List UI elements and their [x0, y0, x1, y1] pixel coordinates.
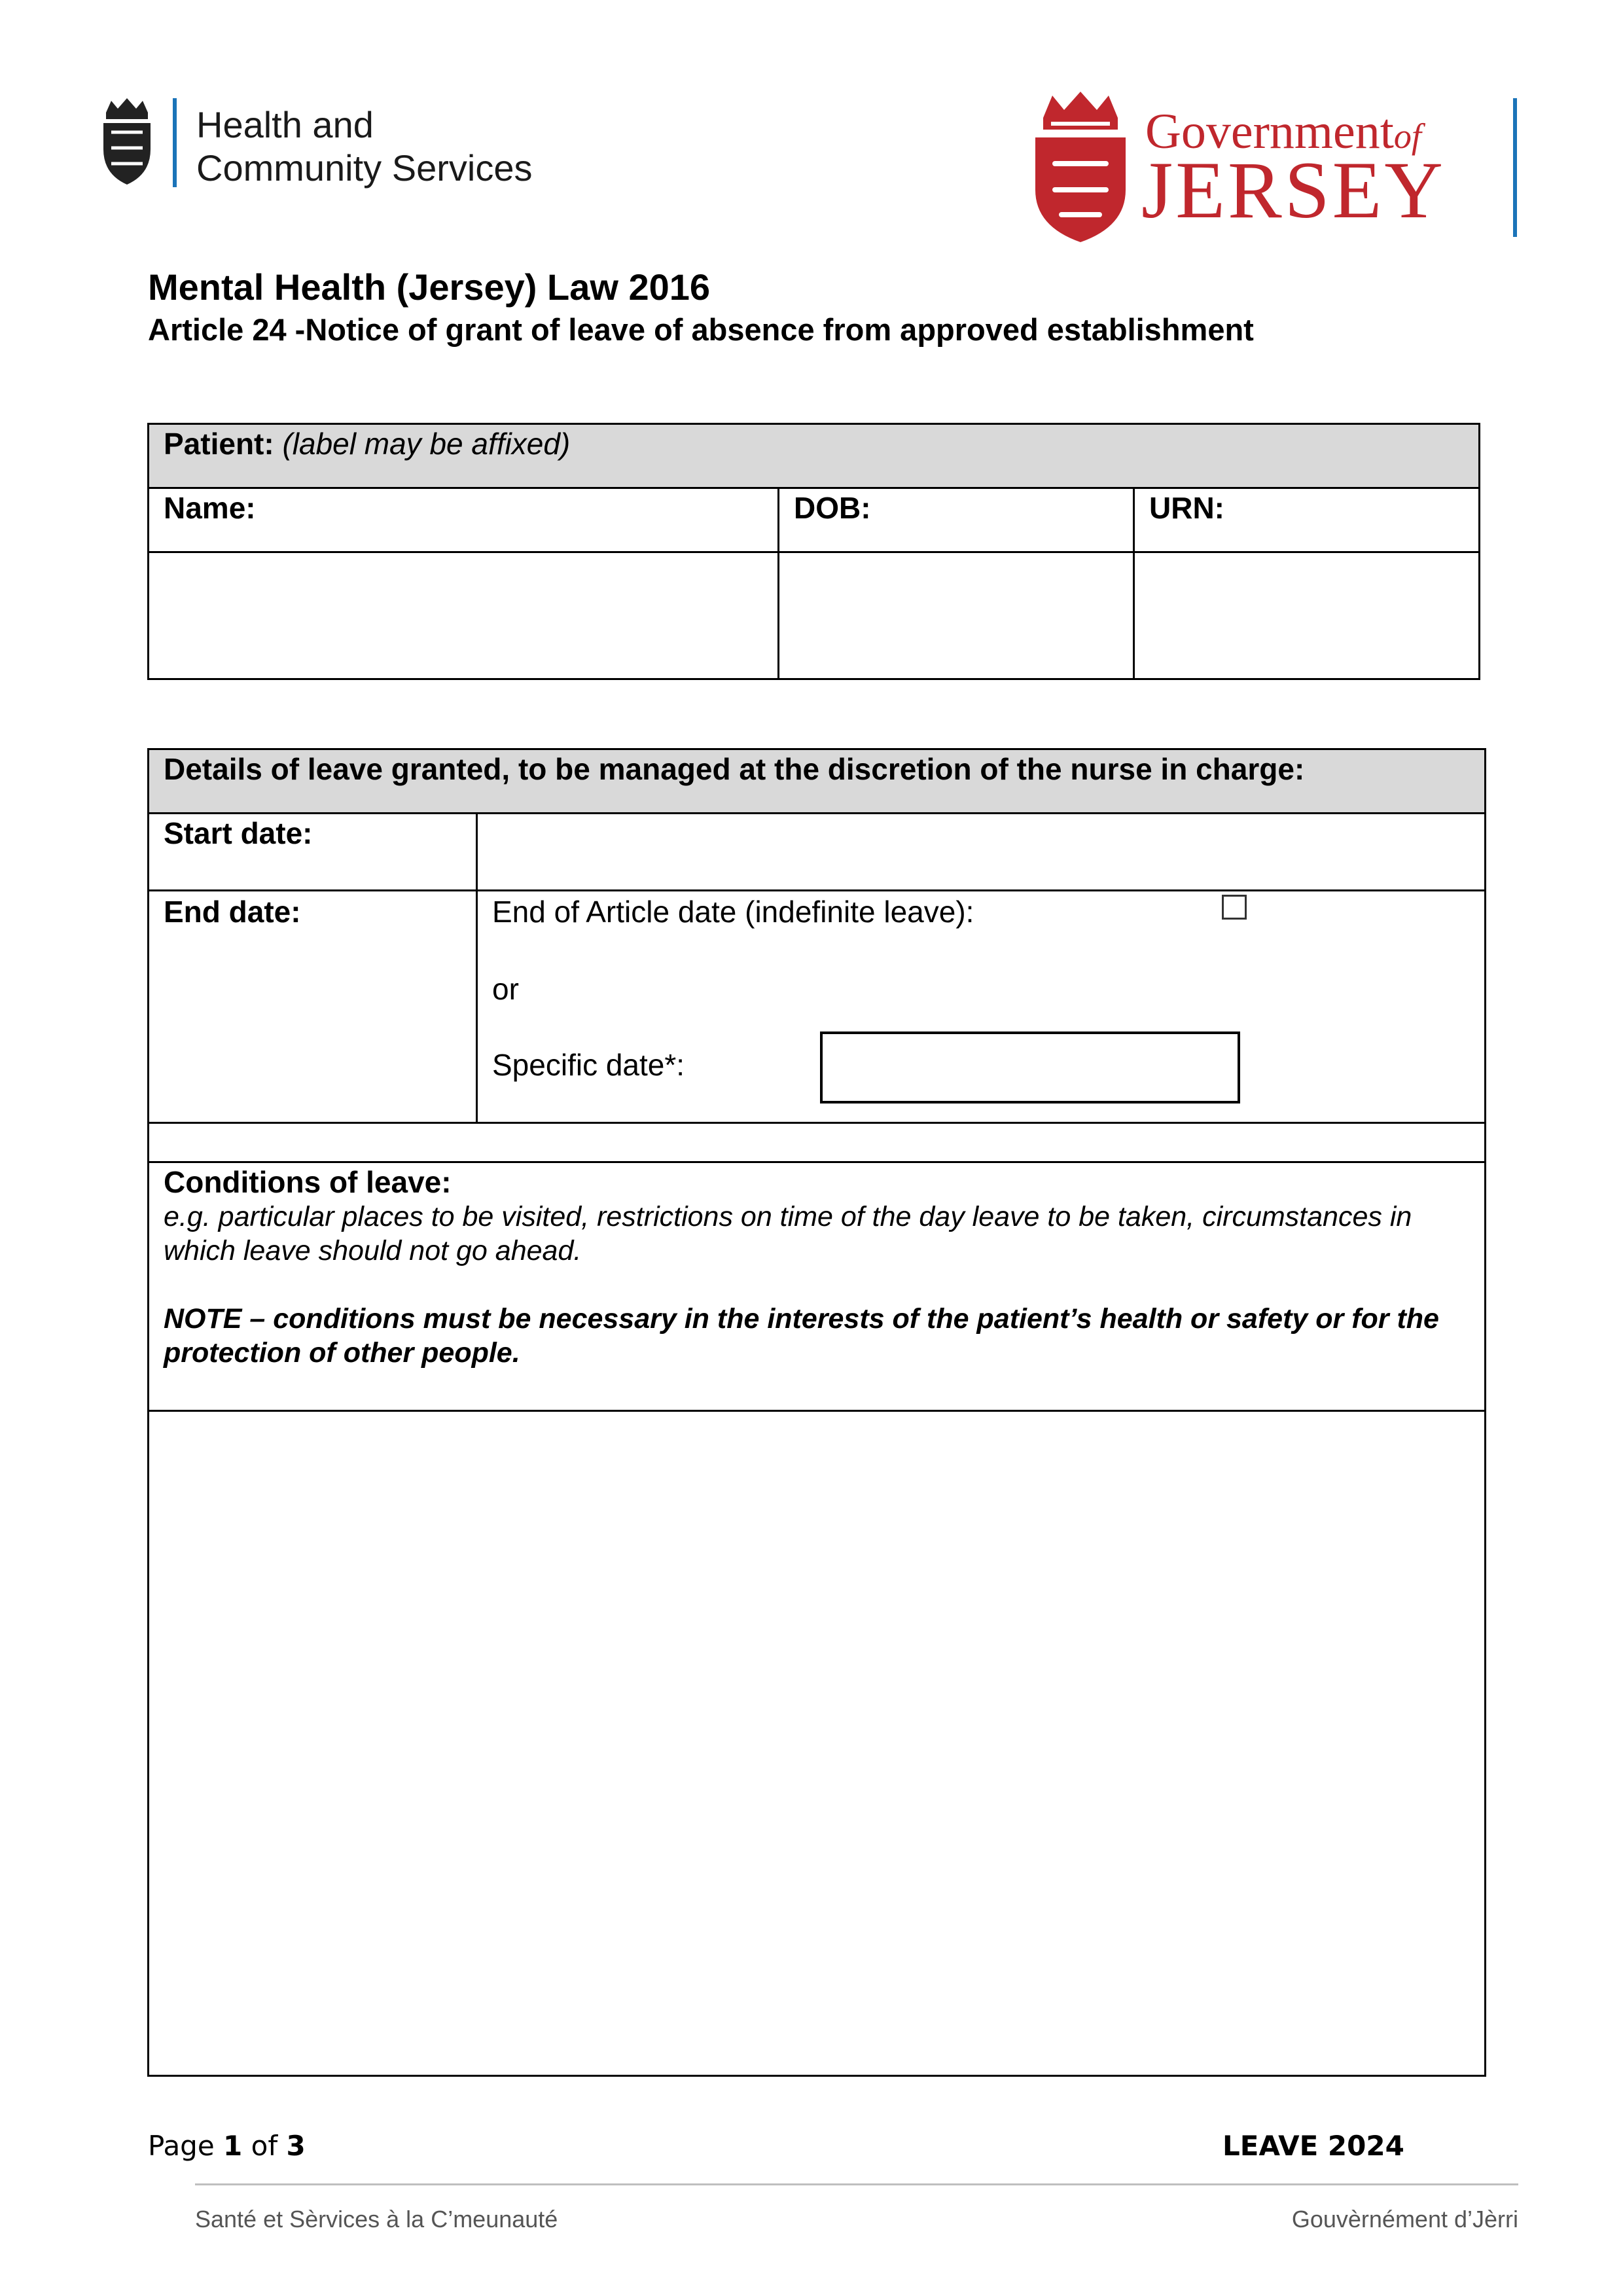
footer-divider: [195, 2183, 1518, 2185]
patient-heading-note: (label may be affixed): [282, 427, 571, 461]
name-field[interactable]: [149, 552, 779, 679]
indefinite-leave-checkbox[interactable]: [1222, 895, 1247, 920]
hcs-wordmark: [196, 103, 532, 190]
hcs-line-2: Community Services: [196, 147, 533, 188]
urn-field[interactable]: [1134, 552, 1480, 679]
hcs-line-1: Health and: [196, 104, 374, 145]
government-wordmark: Governmentof: [1145, 104, 1421, 159]
page-title: Mental Health (Jersey) Law 2016: [148, 266, 711, 308]
end-date-label: End date:: [149, 891, 477, 1123]
hcs-crest-icon: [99, 98, 154, 186]
patient-heading: Patient:: [164, 427, 274, 461]
header-divider: [173, 98, 177, 187]
page-subtitle: Article 24 -Notice of grant of leave of absence from approved establishment: [148, 312, 1254, 347]
or-text: or: [492, 972, 519, 1006]
conditions-description: e.g. particular places to be visited, restrictions on time of the day leave to be taken, circumstances in which leave should not go ahead.: [164, 1201, 1412, 1266]
start-date-label: Start date:: [149, 814, 477, 891]
specific-date-field[interactable]: [820, 1031, 1240, 1103]
spacer-row: [149, 1123, 1486, 1162]
jersey-wordmark: JERSEY: [1141, 145, 1446, 235]
start-date-field[interactable]: [477, 814, 1486, 891]
conditions-note: NOTE – conditions must be necessary in the interests of the patient’s health or safety or for the protection of other people.: [164, 1303, 1439, 1369]
dob-label: DOB:: [779, 488, 1134, 552]
conditions-field[interactable]: [149, 1411, 1486, 2076]
leave-table: [147, 748, 1486, 2077]
footer-hcs-jerriais: Santé et Sèrvices à la C’meunauté: [195, 2206, 558, 2233]
specific-date-label: Specific date*:: [492, 1048, 685, 1082]
dob-field[interactable]: [779, 552, 1134, 679]
name-label: Name:: [149, 488, 779, 552]
footer-gov-jerriais: Gouvèrnément d’Jèrri: [1291, 2206, 1518, 2233]
urn-label: URN:: [1134, 488, 1480, 552]
conditions-info-cell: [149, 1162, 1486, 1411]
form-code: LEAVE 2024: [1222, 2130, 1404, 2162]
patient-table: [147, 423, 1480, 680]
leave-heading: Details of leave granted, to be managed at the discretion of the nurse in charge:: [149, 749, 1486, 814]
header-right-divider: [1513, 98, 1517, 237]
indefinite-leave-option: End of Article date (indefinite leave):: [492, 895, 974, 929]
page-number: Page 1 of 3: [148, 2130, 306, 2162]
patient-heading-cell: [149, 424, 1480, 488]
conditions-heading: Conditions of leave:: [164, 1165, 452, 1199]
government-of-jersey-crest-icon: [1031, 92, 1130, 243]
